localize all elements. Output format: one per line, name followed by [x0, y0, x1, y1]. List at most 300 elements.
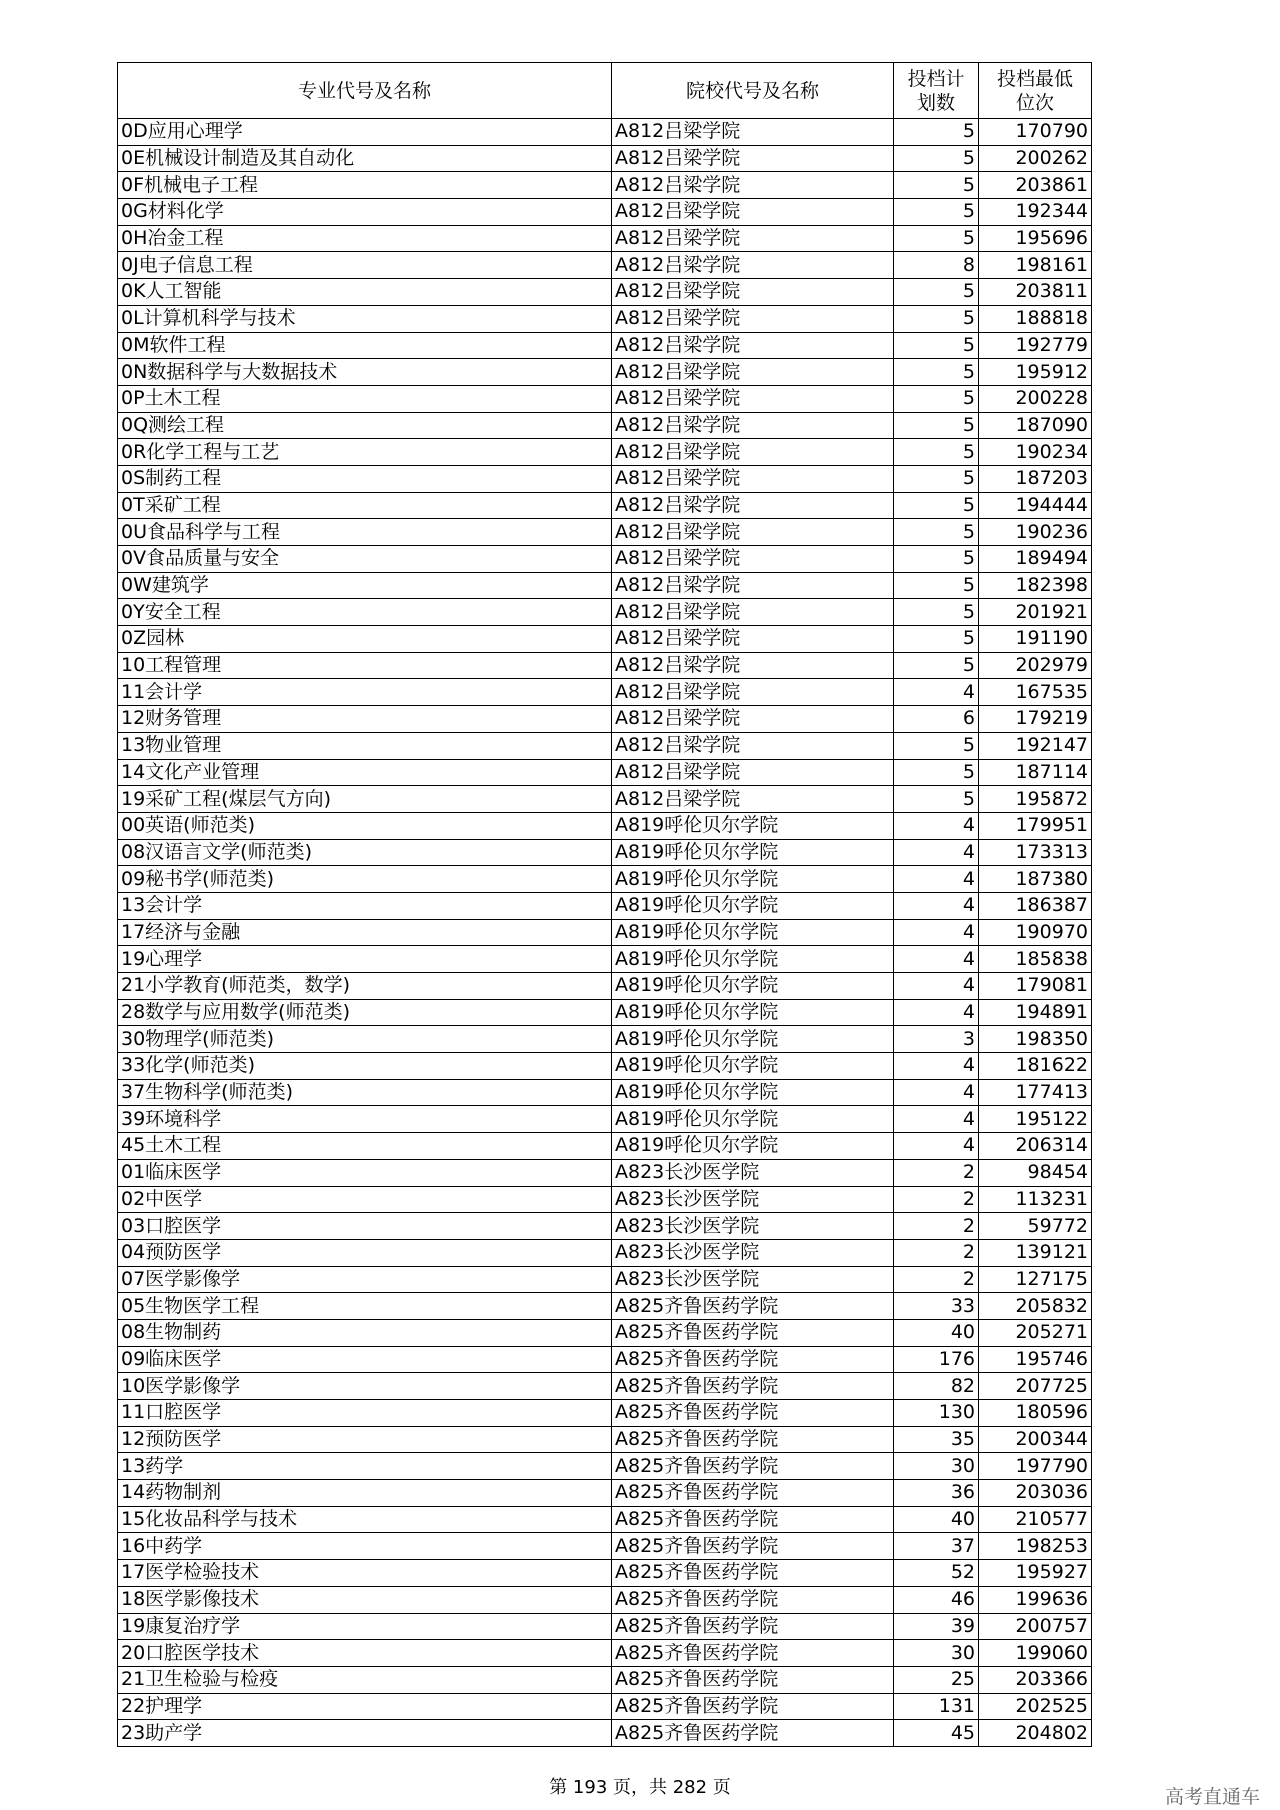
- major-cell: 0T采矿工程: [118, 492, 612, 519]
- major-cell: 0J电子信息工程: [118, 252, 612, 279]
- plan-count-cell: 4: [894, 1053, 979, 1080]
- plan-count-cell: 40: [894, 1319, 979, 1346]
- table-row: [118, 1533, 1092, 1560]
- school-cell: A812吕梁学院: [612, 305, 894, 332]
- header-rank: [979, 63, 1092, 119]
- table-row: [118, 305, 1092, 332]
- plan-count-cell: 6: [894, 706, 979, 733]
- major-cell: 18医学影像技术: [118, 1586, 612, 1613]
- major-cell: 0W建筑学: [118, 572, 612, 599]
- min-rank-cell: 173313: [979, 839, 1092, 866]
- school-cell: A812吕梁学院: [612, 652, 894, 679]
- table-row: [118, 652, 1092, 679]
- major-cell: 21小学教育(师范类，数学): [118, 973, 612, 1000]
- plan-count-cell: 5: [894, 546, 979, 573]
- plan-count-cell: 2: [894, 1159, 979, 1186]
- plan-count-cell: 5: [894, 572, 979, 599]
- table-row: [118, 279, 1092, 306]
- major-cell: 10医学影像学: [118, 1373, 612, 1400]
- table-row: [118, 1213, 1092, 1240]
- school-cell: A819呼伦贝尔学院: [612, 999, 894, 1026]
- school-cell: A812吕梁学院: [612, 385, 894, 412]
- plan-count-cell: 5: [894, 385, 979, 412]
- school-cell: A819呼伦贝尔学院: [612, 812, 894, 839]
- table-row: [118, 759, 1092, 786]
- min-rank-cell: 167535: [979, 679, 1092, 706]
- major-cell: 02中医学: [118, 1186, 612, 1213]
- plan-count-cell: 5: [894, 199, 979, 226]
- table-row: [118, 519, 1092, 546]
- school-cell: A825齐鲁医药学院: [612, 1453, 894, 1480]
- min-rank-cell: 113231: [979, 1186, 1092, 1213]
- plan-count-cell: 4: [894, 973, 979, 1000]
- plan-count-cell: 4: [894, 1133, 979, 1160]
- plan-count-cell: 5: [894, 759, 979, 786]
- school-cell: A812吕梁学院: [612, 119, 894, 146]
- school-cell: A825齐鲁医药学院: [612, 1319, 894, 1346]
- min-rank-cell: 179951: [979, 812, 1092, 839]
- major-cell: 0K人工智能: [118, 279, 612, 306]
- school-cell: A812吕梁学院: [612, 172, 894, 199]
- header-major: 专业代号及名称: [118, 63, 612, 119]
- min-rank-cell: 206314: [979, 1133, 1092, 1160]
- major-cell: 28数学与应用数学(师范类): [118, 999, 612, 1026]
- school-cell: A825齐鲁医药学院: [612, 1480, 894, 1507]
- table-row: [118, 973, 1092, 1000]
- table-row: [118, 732, 1092, 759]
- min-rank-cell: 180596: [979, 1400, 1092, 1427]
- min-rank-cell: 202525: [979, 1693, 1092, 1720]
- school-cell: A819呼伦贝尔学院: [612, 839, 894, 866]
- major-cell: 00英语(师范类): [118, 812, 612, 839]
- table-row: [118, 1053, 1092, 1080]
- table-row: [118, 439, 1092, 466]
- plan-count-cell: 4: [894, 1106, 979, 1133]
- table-row: [118, 1640, 1092, 1667]
- min-rank-cell: 179219: [979, 706, 1092, 733]
- min-rank-cell: 205271: [979, 1319, 1092, 1346]
- table-row: [118, 199, 1092, 226]
- plan-count-cell: 5: [894, 172, 979, 199]
- table-row: [118, 1346, 1092, 1373]
- min-rank-cell: 188818: [979, 305, 1092, 332]
- min-rank-cell: 199060: [979, 1640, 1092, 1667]
- major-cell: 0G材料化学: [118, 199, 612, 226]
- major-cell: 30物理学(师范类): [118, 1026, 612, 1053]
- major-cell: 11会计学: [118, 679, 612, 706]
- major-cell: 0E机械设计制造及其自动化: [118, 145, 612, 172]
- school-cell: A823长沙医学院: [612, 1213, 894, 1240]
- school-cell: A825齐鲁医药学院: [612, 1426, 894, 1453]
- plan-count-cell: 5: [894, 359, 979, 386]
- table-row: [118, 1720, 1092, 1747]
- min-rank-cell: 197790: [979, 1453, 1092, 1480]
- min-rank-cell: 192147: [979, 732, 1092, 759]
- major-cell: 16中药学: [118, 1533, 612, 1560]
- plan-count-cell: 4: [894, 679, 979, 706]
- plan-count-cell: 36: [894, 1480, 979, 1507]
- plan-count-cell: 5: [894, 465, 979, 492]
- table-row: [118, 1586, 1092, 1613]
- table-row: [118, 1319, 1092, 1346]
- major-cell: 10工程管理: [118, 652, 612, 679]
- admission-table: [117, 62, 1092, 1747]
- min-rank-cell: 187090: [979, 412, 1092, 439]
- plan-count-cell: 35: [894, 1426, 979, 1453]
- min-rank-cell: 187114: [979, 759, 1092, 786]
- min-rank-cell: 187203: [979, 465, 1092, 492]
- header-plan-line1: 投档计: [907, 67, 965, 90]
- school-cell: A825齐鲁医药学院: [612, 1586, 894, 1613]
- table-row: [118, 812, 1092, 839]
- table-row: [118, 225, 1092, 252]
- table-row: [118, 492, 1092, 519]
- header-school: 院校代号及名称: [612, 63, 894, 119]
- plan-count-cell: 2: [894, 1239, 979, 1266]
- min-rank-cell: 187380: [979, 866, 1092, 893]
- min-rank-cell: 189494: [979, 546, 1092, 573]
- min-rank-cell: 139121: [979, 1239, 1092, 1266]
- plan-count-cell: 4: [894, 866, 979, 893]
- min-rank-cell: 195912: [979, 359, 1092, 386]
- school-cell: A812吕梁学院: [612, 599, 894, 626]
- major-cell: 39环境科学: [118, 1106, 612, 1133]
- min-rank-cell: 198161: [979, 252, 1092, 279]
- major-cell: 08汉语言文学(师范类): [118, 839, 612, 866]
- major-cell: 21卫生检验与检疫: [118, 1666, 612, 1693]
- min-rank-cell: 201921: [979, 599, 1092, 626]
- plan-count-cell: 5: [894, 519, 979, 546]
- plan-count-cell: 45: [894, 1720, 979, 1747]
- major-cell: 09临床医学: [118, 1346, 612, 1373]
- table-row: [118, 1239, 1092, 1266]
- min-rank-cell: 204802: [979, 1720, 1092, 1747]
- plan-count-cell: 4: [894, 919, 979, 946]
- min-rank-cell: 179081: [979, 973, 1092, 1000]
- major-cell: 0D应用心理学: [118, 119, 612, 146]
- major-cell: 05生物医学工程: [118, 1293, 612, 1320]
- major-cell: 0M软件工程: [118, 332, 612, 359]
- table-row: [118, 999, 1092, 1026]
- major-cell: 0N数据科学与大数据技术: [118, 359, 612, 386]
- major-cell: 19心理学: [118, 946, 612, 973]
- school-cell: A812吕梁学院: [612, 546, 894, 573]
- table-row: [118, 145, 1092, 172]
- header-plan: [894, 63, 979, 119]
- major-cell: 0S制药工程: [118, 465, 612, 492]
- min-rank-cell: 205832: [979, 1293, 1092, 1320]
- plan-count-cell: 39: [894, 1613, 979, 1640]
- plan-count-cell: 5: [894, 332, 979, 359]
- major-cell: 19康复治疗学: [118, 1613, 612, 1640]
- header-row: [118, 63, 1092, 119]
- school-cell: A825齐鲁医药学院: [612, 1693, 894, 1720]
- major-cell: 0Y安全工程: [118, 599, 612, 626]
- plan-count-cell: 4: [894, 1079, 979, 1106]
- table-row: [118, 172, 1092, 199]
- table-row: [118, 1186, 1092, 1213]
- school-cell: A825齐鲁医药学院: [612, 1720, 894, 1747]
- school-cell: A825齐鲁医药学院: [612, 1640, 894, 1667]
- min-rank-cell: 200262: [979, 145, 1092, 172]
- page-number: 第 193 页，共 282 页: [549, 1777, 731, 1798]
- school-cell: A812吕梁学院: [612, 679, 894, 706]
- plan-count-cell: 30: [894, 1640, 979, 1667]
- school-cell: A819呼伦贝尔学院: [612, 866, 894, 893]
- school-cell: A819呼伦贝尔学院: [612, 1026, 894, 1053]
- plan-count-cell: 5: [894, 412, 979, 439]
- major-cell: 0Q测绘工程: [118, 412, 612, 439]
- min-rank-cell: 200228: [979, 385, 1092, 412]
- plan-count-cell: 82: [894, 1373, 979, 1400]
- table-row: [118, 1613, 1092, 1640]
- school-cell: A819呼伦贝尔学院: [612, 919, 894, 946]
- min-rank-cell: 210577: [979, 1506, 1092, 1533]
- school-cell: A825齐鲁医药学院: [612, 1373, 894, 1400]
- plan-count-cell: 5: [894, 439, 979, 466]
- min-rank-cell: 185838: [979, 946, 1092, 973]
- school-cell: A825齐鲁医药学院: [612, 1666, 894, 1693]
- table-row: [118, 1026, 1092, 1053]
- major-cell: 0F机械电子工程: [118, 172, 612, 199]
- table-row: [118, 359, 1092, 386]
- plan-count-cell: 131: [894, 1693, 979, 1720]
- min-rank-cell: 195746: [979, 1346, 1092, 1373]
- table-row: [118, 892, 1092, 919]
- min-rank-cell: 127175: [979, 1266, 1092, 1293]
- table-row: [118, 1373, 1092, 1400]
- major-cell: 12预防医学: [118, 1426, 612, 1453]
- school-cell: A825齐鲁医药学院: [612, 1293, 894, 1320]
- table-row: [118, 866, 1092, 893]
- major-cell: 13物业管理: [118, 732, 612, 759]
- plan-count-cell: 4: [894, 892, 979, 919]
- table-row: [118, 1693, 1092, 1720]
- min-rank-cell: 190234: [979, 439, 1092, 466]
- header-rank-line2: 位次: [1015, 91, 1054, 114]
- plan-count-cell: 33: [894, 1293, 979, 1320]
- major-cell: 33化学(师范类): [118, 1053, 612, 1080]
- min-rank-cell: 207725: [979, 1373, 1092, 1400]
- min-rank-cell: 177413: [979, 1079, 1092, 1106]
- school-cell: A819呼伦贝尔学院: [612, 1133, 894, 1160]
- plan-count-cell: 52: [894, 1560, 979, 1587]
- table-row: [118, 1426, 1092, 1453]
- min-rank-cell: 203036: [979, 1480, 1092, 1507]
- table-row: [118, 332, 1092, 359]
- school-cell: A812吕梁学院: [612, 252, 894, 279]
- school-cell: A819呼伦贝尔学院: [612, 1079, 894, 1106]
- school-cell: A812吕梁学院: [612, 572, 894, 599]
- school-cell: A823长沙医学院: [612, 1186, 894, 1213]
- school-cell: A812吕梁学院: [612, 786, 894, 813]
- major-cell: 01临床医学: [118, 1159, 612, 1186]
- table-row: [118, 706, 1092, 733]
- school-cell: A823长沙医学院: [612, 1159, 894, 1186]
- school-cell: A812吕梁学院: [612, 626, 894, 653]
- school-cell: A812吕梁学院: [612, 145, 894, 172]
- min-rank-cell: 195927: [979, 1560, 1092, 1587]
- school-cell: A825齐鲁医药学院: [612, 1346, 894, 1373]
- table-row: [118, 919, 1092, 946]
- major-cell: 07医学影像学: [118, 1266, 612, 1293]
- min-rank-cell: 191190: [979, 626, 1092, 653]
- min-rank-cell: 190970: [979, 919, 1092, 946]
- table-row: [118, 679, 1092, 706]
- plan-count-cell: 5: [894, 732, 979, 759]
- min-rank-cell: 98454: [979, 1159, 1092, 1186]
- plan-count-cell: 176: [894, 1346, 979, 1373]
- school-cell: A823长沙医学院: [612, 1239, 894, 1266]
- table-row: [118, 599, 1092, 626]
- table-row: [118, 119, 1092, 146]
- school-cell: A819呼伦贝尔学院: [612, 1106, 894, 1133]
- plan-count-cell: 37: [894, 1533, 979, 1560]
- school-cell: A812吕梁学院: [612, 332, 894, 359]
- major-cell: 13药学: [118, 1453, 612, 1480]
- major-cell: 12财务管理: [118, 706, 612, 733]
- major-cell: 14文化产业管理: [118, 759, 612, 786]
- watermark: 高考直通车: [1164, 1786, 1260, 1808]
- plan-count-cell: 5: [894, 119, 979, 146]
- table-row: [118, 786, 1092, 813]
- plan-count-cell: 5: [894, 492, 979, 519]
- school-cell: A823长沙医学院: [612, 1266, 894, 1293]
- min-rank-cell: 195872: [979, 786, 1092, 813]
- major-cell: 13会计学: [118, 892, 612, 919]
- major-cell: 03口腔医学: [118, 1213, 612, 1240]
- major-cell: 22护理学: [118, 1693, 612, 1720]
- plan-count-cell: 25: [894, 1666, 979, 1693]
- major-cell: 11口腔医学: [118, 1400, 612, 1427]
- table-row: [118, 1400, 1092, 1427]
- table-row: [118, 1666, 1092, 1693]
- table-row: [118, 1106, 1092, 1133]
- table-row: [118, 1293, 1092, 1320]
- plan-count-cell: 5: [894, 626, 979, 653]
- table-row: [118, 626, 1092, 653]
- plan-count-cell: 5: [894, 279, 979, 306]
- min-rank-cell: 200757: [979, 1613, 1092, 1640]
- major-cell: 19采矿工程(煤层气方向): [118, 786, 612, 813]
- table-row: [118, 1133, 1092, 1160]
- min-rank-cell: 195696: [979, 225, 1092, 252]
- plan-count-cell: 5: [894, 145, 979, 172]
- table-row: [118, 1159, 1092, 1186]
- min-rank-cell: 181622: [979, 1053, 1092, 1080]
- school-cell: A825齐鲁医药学院: [612, 1613, 894, 1640]
- min-rank-cell: 203366: [979, 1666, 1092, 1693]
- min-rank-cell: 203861: [979, 172, 1092, 199]
- plan-count-cell: 46: [894, 1586, 979, 1613]
- school-cell: A812吕梁学院: [612, 279, 894, 306]
- major-cell: 0L计算机科学与技术: [118, 305, 612, 332]
- major-cell: 09秘书学(师范类): [118, 866, 612, 893]
- min-rank-cell: 59772: [979, 1213, 1092, 1240]
- plan-count-cell: 2: [894, 1186, 979, 1213]
- major-cell: 17经济与金融: [118, 919, 612, 946]
- school-cell: A812吕梁学院: [612, 199, 894, 226]
- min-rank-cell: 199636: [979, 1586, 1092, 1613]
- min-rank-cell: 194891: [979, 999, 1092, 1026]
- table-row: [118, 1453, 1092, 1480]
- school-cell: A812吕梁学院: [612, 732, 894, 759]
- plan-count-cell: 130: [894, 1400, 979, 1427]
- min-rank-cell: 192344: [979, 199, 1092, 226]
- table-row: [118, 412, 1092, 439]
- min-rank-cell: 182398: [979, 572, 1092, 599]
- major-cell: 37生物科学(师范类): [118, 1079, 612, 1106]
- plan-count-cell: 3: [894, 1026, 979, 1053]
- min-rank-cell: 194444: [979, 492, 1092, 519]
- school-cell: A812吕梁学院: [612, 492, 894, 519]
- table-row: [118, 839, 1092, 866]
- major-cell: 0H冶金工程: [118, 225, 612, 252]
- school-cell: A825齐鲁医药学院: [612, 1533, 894, 1560]
- school-cell: A812吕梁学院: [612, 359, 894, 386]
- plan-count-cell: 2: [894, 1213, 979, 1240]
- table-row: [118, 1079, 1092, 1106]
- major-cell: 08生物制药: [118, 1319, 612, 1346]
- school-cell: A819呼伦贝尔学院: [612, 973, 894, 1000]
- major-cell: 17医学检验技术: [118, 1560, 612, 1587]
- major-cell: 15化妆品科学与技术: [118, 1506, 612, 1533]
- major-cell: 45土木工程: [118, 1133, 612, 1160]
- table-row: [118, 546, 1092, 573]
- min-rank-cell: 195122: [979, 1106, 1092, 1133]
- min-rank-cell: 190236: [979, 519, 1092, 546]
- plan-count-cell: 4: [894, 946, 979, 973]
- plan-count-cell: 4: [894, 812, 979, 839]
- table-row: [118, 946, 1092, 973]
- school-cell: A812吕梁学院: [612, 439, 894, 466]
- school-cell: A812吕梁学院: [612, 225, 894, 252]
- plan-count-cell: 40: [894, 1506, 979, 1533]
- table-row: [118, 572, 1092, 599]
- plan-count-cell: 4: [894, 999, 979, 1026]
- min-rank-cell: 170790: [979, 119, 1092, 146]
- header-plan-line2: 划数: [916, 91, 955, 114]
- min-rank-cell: 202979: [979, 652, 1092, 679]
- table-row: [118, 385, 1092, 412]
- min-rank-cell: 198253: [979, 1533, 1092, 1560]
- table-row: [118, 465, 1092, 492]
- plan-count-cell: 5: [894, 786, 979, 813]
- major-cell: 0V食品质量与安全: [118, 546, 612, 573]
- school-cell: A812吕梁学院: [612, 519, 894, 546]
- plan-count-cell: 2: [894, 1266, 979, 1293]
- plan-count-cell: 5: [894, 225, 979, 252]
- plan-count-cell: 5: [894, 599, 979, 626]
- major-cell: 14药物制剂: [118, 1480, 612, 1507]
- plan-count-cell: 4: [894, 839, 979, 866]
- school-cell: A819呼伦贝尔学院: [612, 946, 894, 973]
- min-rank-cell: 192779: [979, 332, 1092, 359]
- table-header: [118, 63, 1092, 119]
- major-cell: 0R化学工程与工艺: [118, 439, 612, 466]
- school-cell: A819呼伦贝尔学院: [612, 892, 894, 919]
- school-cell: A812吕梁学院: [612, 465, 894, 492]
- table-row: [118, 1560, 1092, 1587]
- table-row: [118, 1506, 1092, 1533]
- plan-count-cell: 30: [894, 1453, 979, 1480]
- min-rank-cell: 198350: [979, 1026, 1092, 1053]
- school-cell: A825齐鲁医药学院: [612, 1560, 894, 1587]
- school-cell: A825齐鲁医药学院: [612, 1400, 894, 1427]
- header-rank-line1: 投档最低: [996, 67, 1073, 90]
- table-row: [118, 252, 1092, 279]
- school-cell: A812吕梁学院: [612, 412, 894, 439]
